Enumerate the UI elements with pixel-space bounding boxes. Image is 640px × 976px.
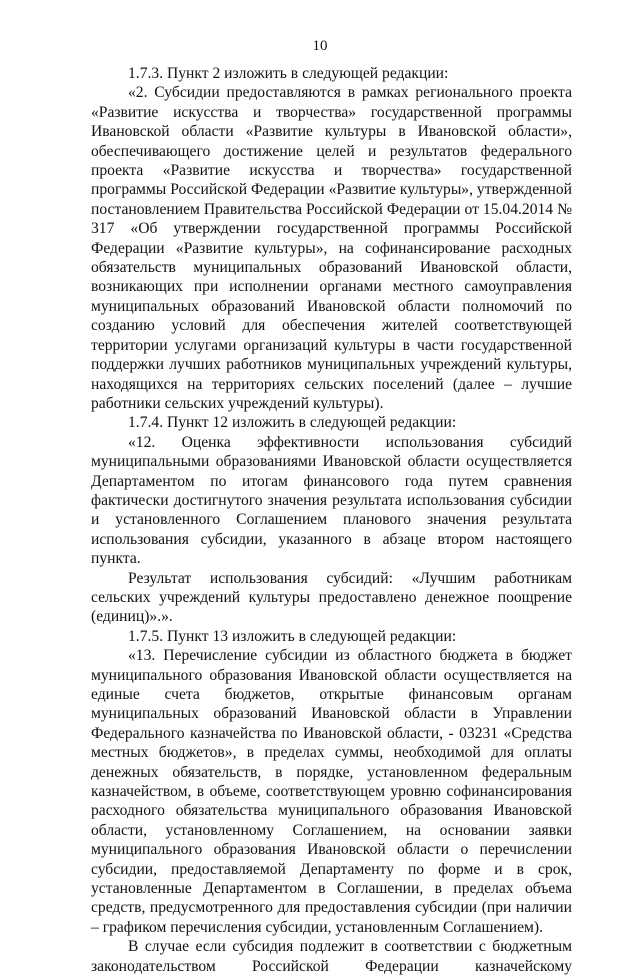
paragraph-point-13-text: «13. Перечисление субсидии из областного бюджета в бюджет муниципального образования Ивановской области осуществляется на единые счета бюджетов, открытые финансовым органам муниципальных образований Ивановской области в Управлении Федерального казначейства по Ивановской области, - 03231 «Средства местных бюджетов», в пределах суммы, необходимой для оплаты денежных обязательств, в порядке, установленном федеральным казначейством, в объеме, соответствующем уровню софинансирования расходного обязательства муниципального образования Ивановской области, установленному Соглашением, на основании заявки муниципального образования Ивановской области о перечислении субсидии, предоставляемой Департаменту по форме и в срок, установленные Департаментом в Соглашении, в пределах объема средств, предусмотренного для предоставления субсидии (при наличии – графиком перечисления субсидии, установленным Соглашением). xyxy=(91,647,572,936)
document-body xyxy=(91,64,572,976)
paragraph-item-1-7-4: 1.7.4. Пункт 12 изложить в следующей редакции: xyxy=(128,414,457,432)
paragraph-item-1-7-5: 1.7.5. Пункт 13 изложить в следующей редакции: xyxy=(128,627,457,645)
paragraph-point-12-text: «12. Оценка эффективности использования субсидий муниципальными образованиями Ивановской области осуществляется Департаментом по итогам финансового года путем сравнения фактически достигнутого значения результата использования субсидии и установленного Соглашением планового значения результата использования субсидии, указанного в абзаце втором настоящего пункта. xyxy=(91,433,572,568)
paragraph-subsidy-result: Результат использования субсидий: «Лучшим работникам сельских учреждений культуры предоставлено денежное поощрение (единиц)».». xyxy=(91,569,572,626)
paragraph-treasury-case: В случае если субсидия подлежит в соответствии с бюджетным законодательством Российской Федерации казначейскому xyxy=(91,938,572,975)
paragraph-point-2-text: «2. Субсидии предоставляются в рамках регионального проекта «Развитие искусства и творчества» государственной программы Ивановской области «Развитие культуры в Ивановской области», обеспечивающего достижение целей и результатов федерального проекта «Развитие искусства и творчества» государственной программы Российской Федерации «Развитие культуры», утвержденной постановлением Правительства Российской Федерации от 15.04.2014 № 317 «Об утверждении государственной программы Российской Федерации «Развитие культуры», на софинансирование расходных обязательств муниципальных образований Ивановской области, возникающих при исполнении органами местного самоуправления муниципальных образований Ивановской области полномочий по созданию условий для обеспечения жителей соответствующей территории услугами организаций культуры в части государственной поддержки лучших работников муниципальных учреждений культуры, находящихся на территориях сельских поселений (далее – лучшие работники сельских учреждений культуры). xyxy=(91,84,572,412)
page-number: 10 xyxy=(312,38,328,54)
paragraph-item-1-7-3: 1.7.3. Пункт 2 изложить в следующей редакции: xyxy=(128,65,449,82)
